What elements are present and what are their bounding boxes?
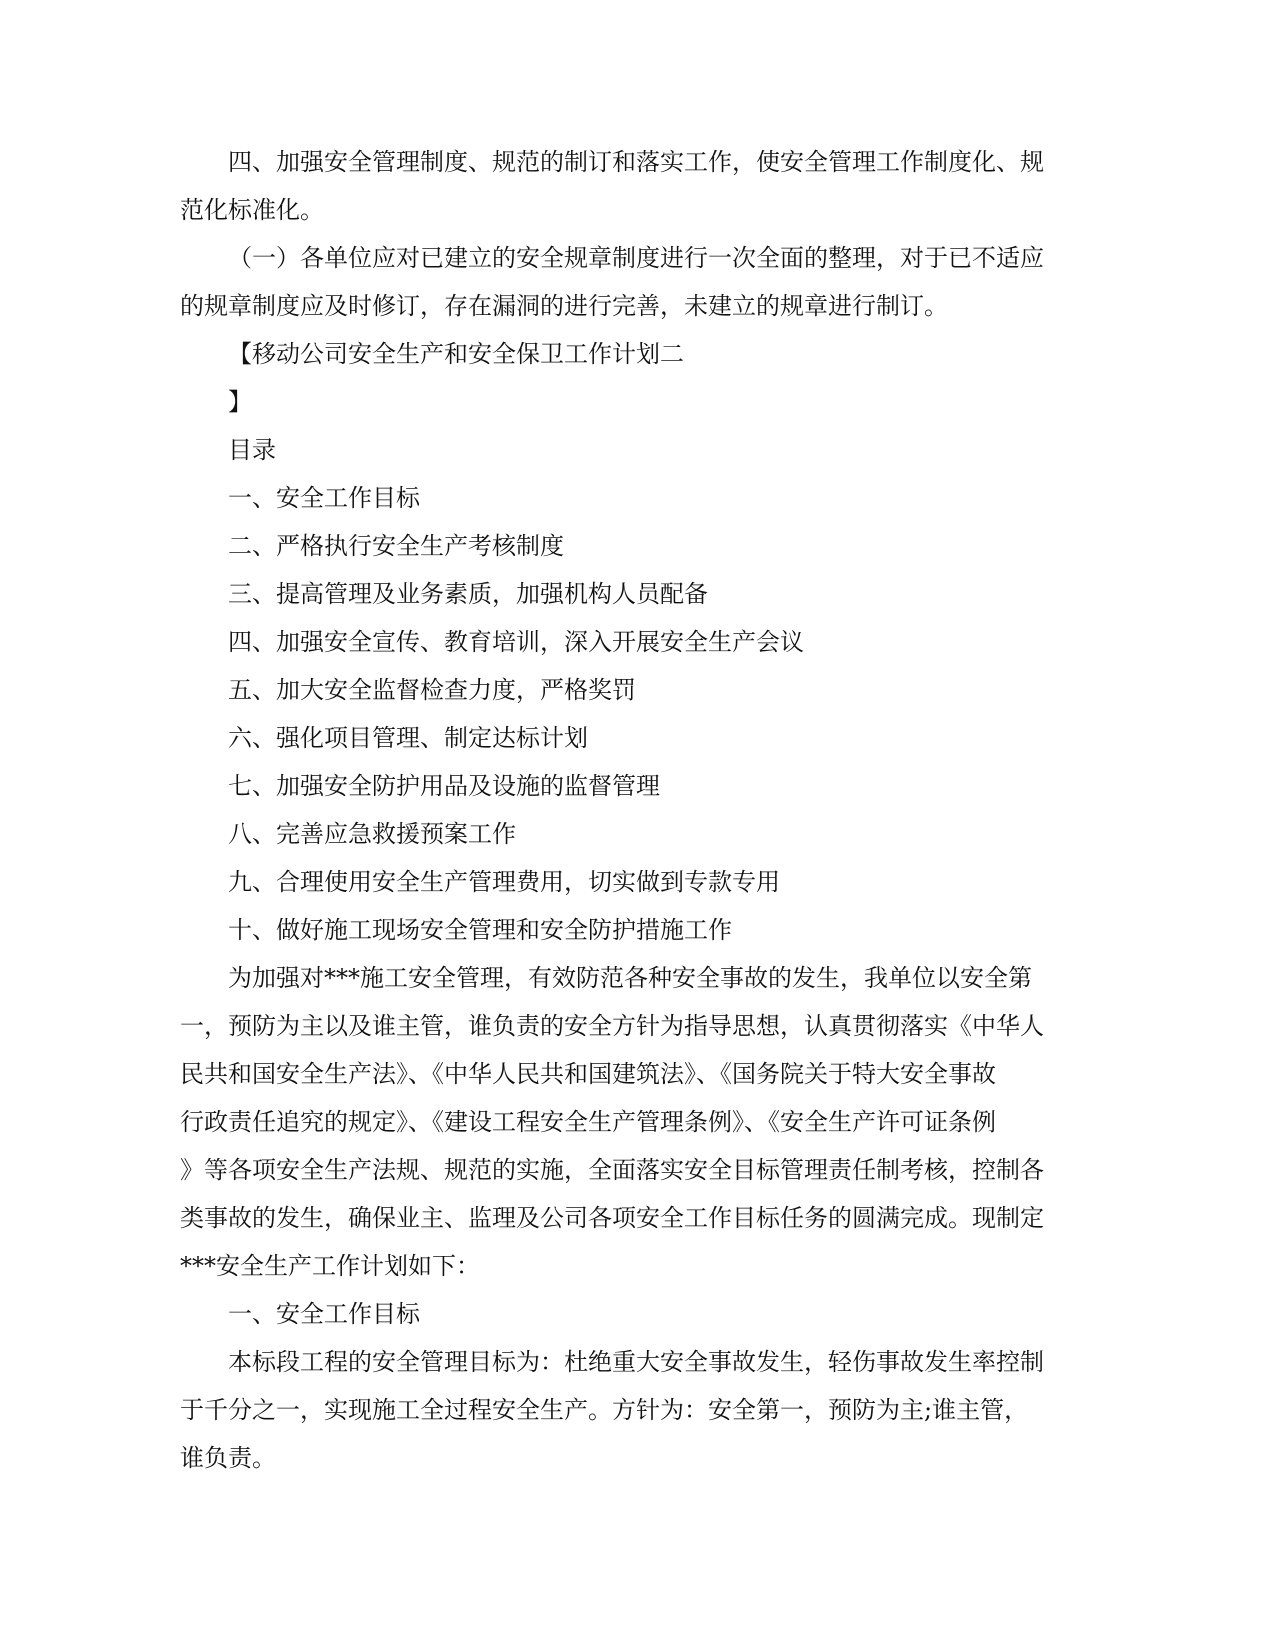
text-line: 类事故的发生，确保业主、监理及公司各项安全工作目标任务的圆满完成。现制定 xyxy=(180,1204,1044,1232)
heading-line: 】 xyxy=(228,388,252,416)
paragraph-rules-review xyxy=(180,234,1080,330)
document-page xyxy=(180,138,1080,1482)
text-line: 》等各项安全生产法规、规范的实施，全面落实安全目标管理责任制考核，控制各 xyxy=(180,1156,1044,1184)
text-line: 为加强对***施工安全管理，有效防范各种安全事故的发生，我单位以安全第 xyxy=(228,964,1032,992)
toc-item: 一、安全工作目标 xyxy=(228,484,420,512)
section-title: 一、安全工作目标 xyxy=(228,1300,420,1328)
paragraph-standardization xyxy=(180,138,1080,234)
toc-item: 六、强化项目管理、制定达标计划 xyxy=(228,724,588,752)
toc-title: 目录 xyxy=(228,436,276,464)
text-line: 的规章制度应及时修订，存在漏洞的进行完善，未建立的规章进行制订。 xyxy=(180,292,948,320)
heading-line: 【移动公司安全生产和安全保卫工作计划二 xyxy=(228,340,684,368)
text-line: 于千分之一，实现施工全过程安全生产。方针为：安全第一，预防为主;谁主管， xyxy=(180,1396,1029,1424)
section-safety-goals xyxy=(180,1290,1080,1482)
text-line: 本标段工程的安全管理目标为：杜绝重大安全事故发生，轻伤事故发生率控制 xyxy=(228,1348,1044,1376)
text-line: 四、加强安全管理制度、规范的制订和落实工作，使安全管理工作制度化、规 xyxy=(228,148,1044,176)
toc-item: 九、合理使用安全生产管理费用，切实做到专款专用 xyxy=(228,868,780,896)
toc-item: 五、加大安全监督检查力度，严格奖罚 xyxy=(228,676,636,704)
text-line: ***安全生产工作计划如下： xyxy=(180,1252,480,1280)
text-line: 行政责任追究的规定》、《建设工程安全生产管理条例》、《安全生产许可证条例 xyxy=(180,1108,996,1136)
toc-item: 十、做好施工现场安全管理和安全防护措施工作 xyxy=(228,916,732,944)
text-line: 谁负责。 xyxy=(180,1444,276,1472)
text-line: （一）各单位应对已建立的安全规章制度进行一次全面的整理，对于已不适应 xyxy=(228,244,1044,272)
toc-item: 七、加强安全防护用品及设施的监督管理 xyxy=(228,772,660,800)
text-line: 一，预防为主以及谁主管，谁负责的安全方针为指导思想，认真贯彻落实《中华人 xyxy=(180,1012,1044,1040)
toc-item: 三、提高管理及业务素质，加强机构人员配备 xyxy=(228,580,708,608)
intro-paragraph xyxy=(180,954,1080,1290)
text-line: 范化标准化。 xyxy=(180,196,324,224)
text-line: 民共和国安全生产法》、《中华人民共和国建筑法》、《国务院关于特大安全事故 xyxy=(180,1060,996,1088)
table-of-contents xyxy=(180,426,1080,954)
toc-item: 四、加强安全宣传、教育培训，深入开展安全生产会议 xyxy=(228,628,804,656)
toc-item: 八、完善应急救援预案工作 xyxy=(228,820,516,848)
section-heading xyxy=(180,330,1080,426)
toc-item: 二、严格执行安全生产考核制度 xyxy=(228,532,564,560)
